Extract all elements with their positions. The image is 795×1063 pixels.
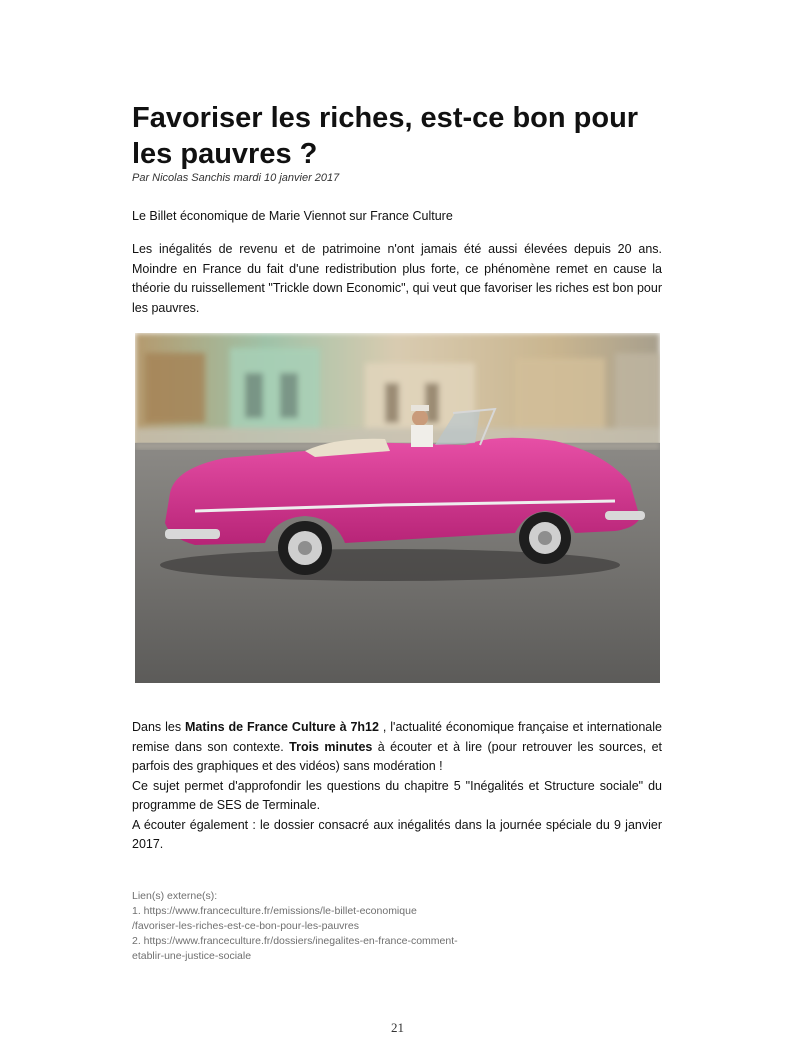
- body-paragraph-2: Ce sujet permet d'approfondir les questions du chapitre 5 "Inégalités et Structure sociale" du programme de SES de Terminale.: [132, 778, 662, 812]
- links-heading: Lien(s) externe(s):: [132, 890, 218, 902]
- article-photo: [135, 333, 660, 683]
- subtitle: Le Billet économique de Marie Viennot sur France Culture: [132, 209, 453, 223]
- link-1-line-1[interactable]: 1. https://www.franceculture.fr/emissions/le-billet-economique: [132, 905, 417, 917]
- body-paragraph-1: Dans les Matins de France Culture à 7h12 , l'actualité économique française et internationale remise dans son contexte. Trois minutes à écouter et à lire (pour retrouver les sources, et parfois des graphiques et des vidéos) sans modération !: [132, 720, 662, 773]
- trois-minutes-bold: Trois minutes: [289, 739, 373, 754]
- intro-paragraph: Les inégalités de revenu et de patrimoine n'ont jamais été aussi élevées depuis 20 ans. Moindre en France du fait d'une redistribution plus forte, ce phénomène remet en cause la théorie du ruissellement "Trickle down Economic", qui veut que favoriser les riches est bon pour les pauvres.: [132, 242, 662, 315]
- link-2-line-2[interactable]: etablir-une-justice-sociale: [132, 950, 252, 962]
- pink-convertible-car-photo: [135, 333, 660, 683]
- link-1-line-2[interactable]: /favoriser-les-riches-est-ce-bon-pour-les-pauvres: [132, 920, 359, 932]
- link-2-line-1[interactable]: 2. https://www.franceculture.fr/dossiers/inegalites-en-france-comment-: [132, 935, 458, 947]
- external-links: [132, 889, 672, 964]
- body-paragraph-3: A écouter également : le dossier consacré aux inégalités dans la journée spéciale du 9 janvier 2017.: [132, 817, 662, 851]
- page-title: Favoriser les riches, est-ce bon pour les pauvres ?: [132, 102, 639, 170]
- matins-bold: Matins de France Culture à 7h12: [185, 720, 379, 734]
- page-number: 21: [391, 1020, 404, 1035]
- byline: Par Nicolas Sanchis mardi 10 janvier 2017: [132, 172, 340, 184]
- body-text: [132, 718, 662, 855]
